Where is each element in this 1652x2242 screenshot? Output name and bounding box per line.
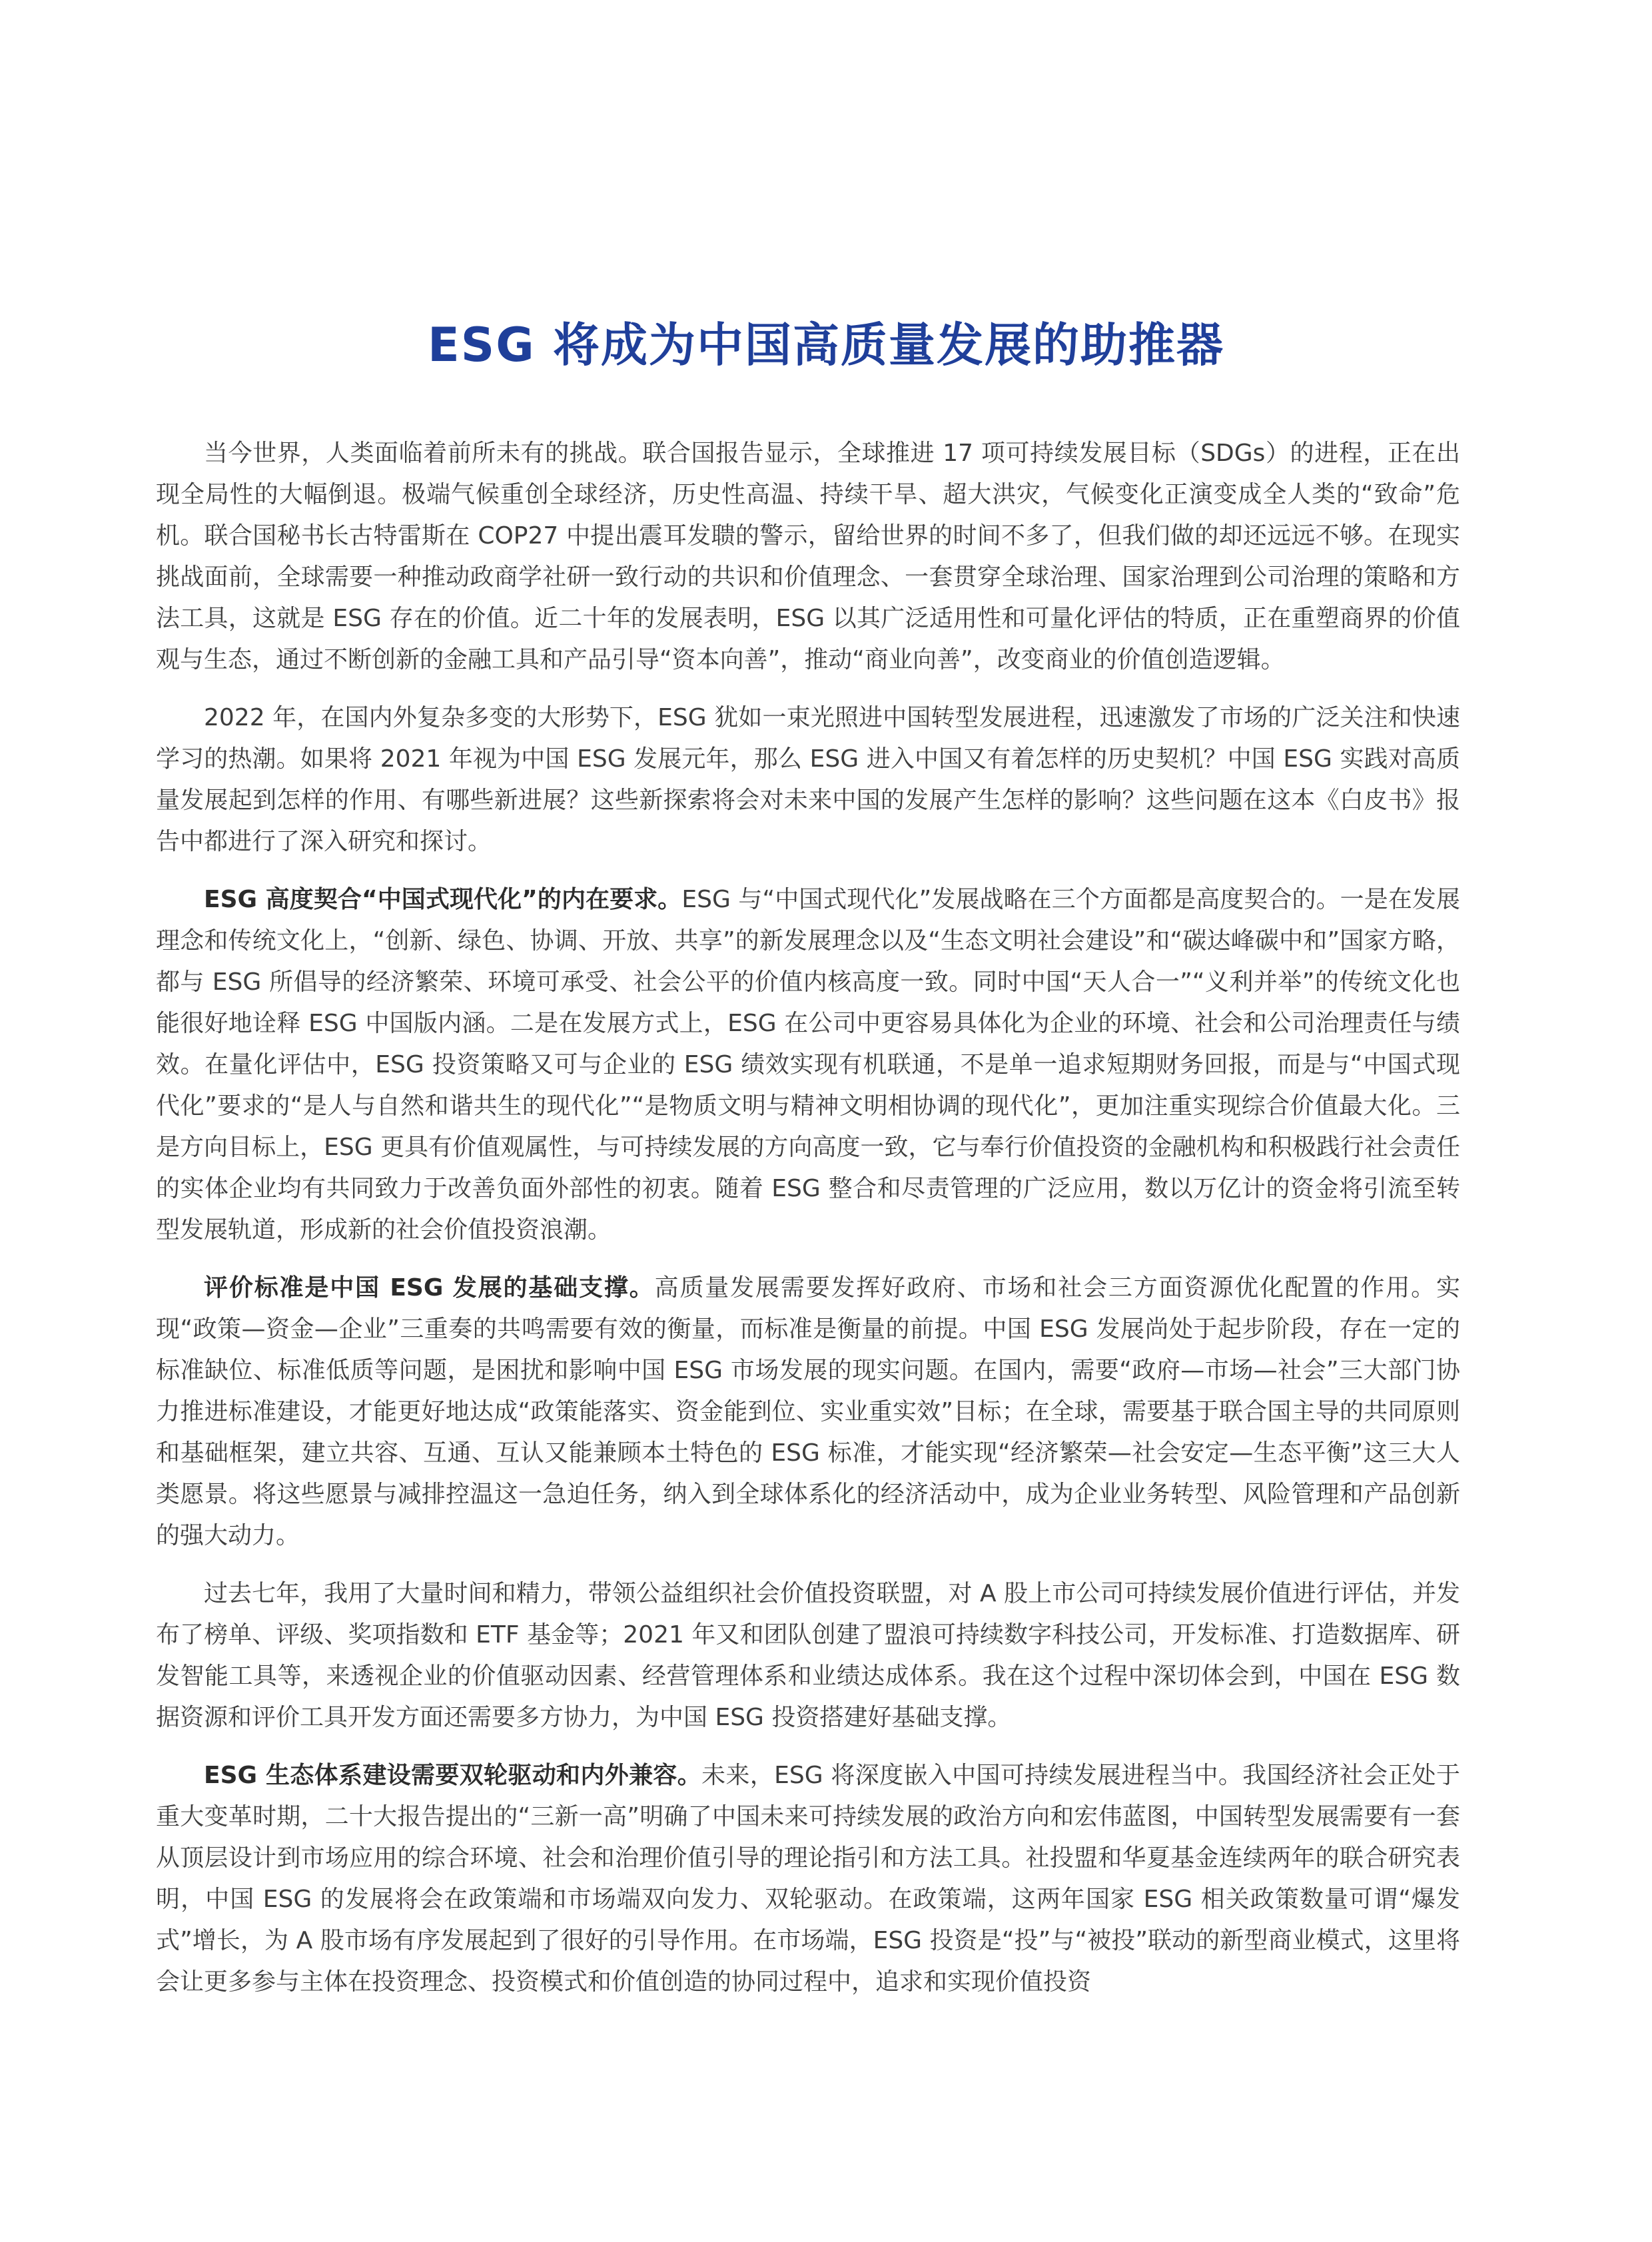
paragraph-lead: ESG 高度契合“中国式现代化”的内在要求。 [204,886,682,913]
paragraph-lead: ESG 生态体系建设需要双轮驱动和内外兼容。 [204,1762,702,1789]
paragraph-6 [156,1755,1460,2003]
page-title: ESG 将成为中国高质量发展的助推器 [427,318,1225,372]
paragraph-2 [156,697,1460,863]
paragraph-text: 当今世界，人类面临着前所未有的挑战。联合国报告显示，全球推进 17 项可持续发展目标（SDGs）的进程，正在出现全局性的大幅倒退。极端气候重创全球经济，历史性高温、持续干旱、超大洪灾，气候变化正演变成全人类的“致命”危机。联合国秘书长古特雷斯在 COP27 中提出震耳发聩的警示，留给世界的时间不多了，但我们做的却还远远不够。在现实挑战面前，全球需要一种推动政商学社研一致行动的共识和价值理念、一套贯穿全球治理、国家治理到公司治理的策略和方法工具，这就是 ESG 存在的价值。近二十年的发展表明，ESG 以其广泛适用性和可量化评估的特质，正在重塑商界的价值观与生态，通过不断创新的金融工具和产品引导“资本向善”，推动“商业向善”，改变商业的价值创造逻辑。 [156,440,1460,673]
paragraph-text: 未来，ESG 将深度嵌入中国可持续发展进程当中。我国经济社会正处于重大变革时期，二十大报告提出的“三新一高”明确了中国未来可持续发展的政治方向和宏伟蓝图，中国转型发展需要有一套从顶层设计到市场应用的综合环境、社会和治理价值引导的理论指引和方法工具。社投盟和华夏基金连续两年的联合研究表明，中国 ESG 的发展将会在政策端和市场端双向发力、双轮驱动。在政策端，这两年国家 ESG 相关政策数量可谓“爆发式”增长，为 A 股市场有序发展起到了很好的引导作用。在市场端，ESG 投资是“投”与“被投”联动的新型商业模式，这里将会让更多参与主体在投资理念、投资模式和价值创造的协同过程中，追求和实现价值投资 [156,1762,1460,1996]
paragraph-3 [156,879,1460,1251]
paragraph-5 [156,1573,1460,1738]
article-body [156,433,1460,2020]
paragraph-lead: 评价标准是中国 ESG 发展的基础支撑。 [204,1274,655,1302]
paragraph-text: 2022 年，在国内外复杂多变的大形势下，ESG 犹如一束光照进中国转型发展进程，迅速激发了市场的广泛关注和快速学习的热潮。如果将 2021 年视为中国 ESG 发展元年，那么 ESG 进入中国又有着怎样的历史契机？中国 ESG 实践对高质量发展起到怎样的作用、有哪些新进展？这些新探索将会对未来中国的发展产生怎样的影响？这些问题在这本《白皮书》报告中都进行了深入研究和探讨。 [156,704,1460,855]
paragraph-text: 过去七年，我用了大量时间和精力，带领公益组织社会价值投资联盟，对 A 股上市公司可持续发展价值进行评估，并发布了榜单、评级、奖项指数和 ETF 基金等；2021 年又和团队创建了盟浪可持续数字科技公司，开发标准、打造数据库、研发智能工具等，来透视企业的价值驱动因素、经营管理体系和业绩达成体系。我在这个过程中深切体会到，中国在 ESG 数据资源和评价工具开发方面还需要多方协力，为中国 ESG 投资搭建好基础支撑。 [156,1580,1460,1731]
paragraph-1 [156,433,1460,681]
paragraph-4 [156,1268,1460,1557]
paragraph-text: ESG 与“中国式现代化”发展战略在三个方面都是高度契合的。一是在发展理念和传统文化上，“创新、绿色、协调、开放、共享”的新发展理念以及“生态文明社会建设”和“碳达峰碳中和”国家方略，都与 ESG 所倡导的经济繁荣、环境可承受、社会公平的价值内核高度一致。同时中国“天人合一”“义利并举”的传统文化也能很好地诠释 ESG 中国版内涵。二是在发展方式上，ESG 在公司中更容易具体化为企业的环境、社会和公司治理责任与绩效。在量化评估中，ESG 投资策略又可与企业的 ESG 绩效实现有机联通，不是单一追求短期财务回报，而是与“中国式现代化”要求的“是人与自然和谐共生的现代化”“是物质文明与精神文明相协调的现代化”，更加注重实现综合价值最大化。三是方向目标上，ESG 更具有价值观属性，与可持续发展的方向高度一致，它与奉行价值投资的金融机构和积极践行社会责任的实体企业均有共同致力于改善负面外部性的初衷。随着 ESG 整合和尽责管理的广泛应用，数以万亿计的资金将引流至转型发展轨道，形成新的社会价值投资浪潮。 [156,886,1460,1244]
paragraph-text: 高质量发展需要发挥好政府、市场和社会三方面资源优化配置的作用。实现“政策—资金—企业”三重奏的共鸣需要有效的衡量，而标准是衡量的前提。中国 ESG 发展尚处于起步阶段，存在一定的标准缺位、标准低质等问题，是困扰和影响中国 ESG 市场发展的现实问题。在国内，需要“政府—市场—社会”三大部门协力推进标准建设，才能更好地达成“政策能落实、资金能到位、实业重实效”目标；在全球，需要基于联合国主导的共同原则和基础框架，建立共容、互通、互认又能兼顾本土特色的 ESG 标准，才能实现“经济繁荣—社会安定—生态平衡”这三大人类愿景。将这些愿景与减排控温这一急迫任务，纳入到全球体系化的经济活动中，成为企业业务转型、风险管理和产品创新的强大动力。 [156,1274,1460,1549]
